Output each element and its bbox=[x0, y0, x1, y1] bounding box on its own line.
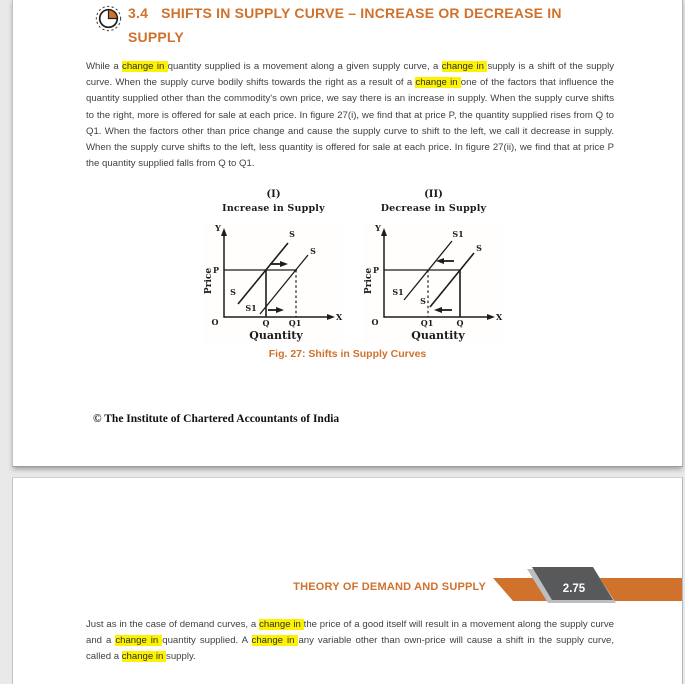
curve-s-bottom-label: S bbox=[419, 296, 426, 306]
origin-label: O bbox=[371, 317, 378, 327]
highlighted-text-segment: change in bbox=[122, 61, 168, 72]
figure-panel-decrease bbox=[359, 189, 509, 343]
pie-clock-icon bbox=[95, 5, 122, 32]
x-axis-label: X bbox=[335, 312, 342, 322]
curve-s1-bottom-label: S1 bbox=[244, 303, 257, 313]
curve-s-top-label: S bbox=[475, 243, 482, 253]
highlighted-text-segment: change in bbox=[251, 635, 299, 647]
highlighted-text-segment: change in bbox=[259, 619, 304, 630]
copyright-notice: © The Institute of Chartered Accountants of India bbox=[93, 413, 340, 425]
body-paragraph bbox=[86, 59, 614, 172]
text-segment: quantity supplied is a movement along a given supply curve, a bbox=[167, 61, 442, 72]
quantity-q1-label: Q1 bbox=[420, 318, 433, 328]
y-axis-label: Y bbox=[214, 223, 221, 233]
price-point-label: P bbox=[212, 265, 219, 275]
highlighted-text-segment: change in bbox=[415, 77, 461, 89]
panel-index: (I) bbox=[266, 189, 281, 200]
x-axis-label: X bbox=[495, 312, 502, 322]
text-segment: the price of a good itself will result in a movement along the supply curve and a bbox=[86, 619, 614, 647]
curve-s1-top-label: S1 bbox=[451, 229, 464, 239]
figure-panel-increase bbox=[199, 189, 349, 343]
quantity-q-label: Q bbox=[262, 318, 269, 328]
text-segment: supply. bbox=[166, 651, 196, 663]
text-segment: supply is a shift of the supply curve. When the supply curve bodily shifts towards the right as a result of a bbox=[86, 61, 615, 89]
price-axis-label: Price bbox=[363, 267, 374, 295]
y-axis-label: Y bbox=[374, 223, 381, 233]
page-1 bbox=[12, 0, 683, 467]
curve-s1-bottom-label: S1 bbox=[391, 287, 404, 297]
quantity-q1-label: Q1 bbox=[288, 318, 301, 328]
quantity-axis-label: Quantity bbox=[248, 329, 303, 342]
page-number: 2.75 bbox=[562, 583, 586, 595]
figure-caption: Fig. 27: Shifts in Supply Curves bbox=[268, 348, 427, 360]
quantity-q-label: Q bbox=[456, 318, 463, 328]
curve-s-bottom-label: S bbox=[229, 287, 236, 297]
page-2 bbox=[12, 477, 683, 684]
body-paragraph bbox=[86, 617, 614, 666]
page-number-banner bbox=[490, 566, 682, 606]
increase-supply-diagram bbox=[204, 221, 344, 343]
section-title: SHIFTS IN SUPPLY CURVE – INCREASE OR DECREASE IN SUPPLY bbox=[128, 5, 562, 45]
section-heading bbox=[128, 1, 620, 49]
highlighted-text-segment: change in bbox=[441, 61, 488, 72]
text-segment: Just as in the case of demand curves, a bbox=[86, 619, 260, 630]
panel-index: (II) bbox=[424, 189, 443, 200]
text-segment: quantity supplied. A bbox=[162, 635, 252, 647]
supply-curve-original bbox=[238, 243, 288, 304]
panel-title: Increase in Supply bbox=[222, 203, 325, 214]
curve-s-shifted-top-label: S bbox=[309, 246, 316, 256]
price-point-label: P bbox=[372, 265, 379, 275]
supply-figure bbox=[86, 189, 609, 343]
origin-label: O bbox=[211, 317, 218, 327]
running-header-title: THEORY OF DEMAND AND SUPPLY bbox=[293, 581, 486, 593]
panel-title: Decrease in Supply bbox=[380, 203, 487, 214]
highlighted-text-segment: change in bbox=[121, 651, 167, 663]
text-segment: While a bbox=[86, 61, 123, 72]
text-segment: any variable other than own-price will cause a shift in the supply curve, called a bbox=[86, 635, 614, 663]
highlighted-text-segment: change in bbox=[115, 635, 163, 647]
decrease-supply-diagram bbox=[364, 221, 504, 343]
curve-s-top-label: S bbox=[288, 229, 295, 239]
price-axis-label: Price bbox=[203, 267, 214, 295]
section-number: 3.4 bbox=[128, 5, 149, 21]
quantity-axis-label: Quantity bbox=[410, 329, 465, 342]
text-segment: one of the factors that influence the quantity supplied other than the commodity's own price, we say there is an increase in supply. When the supply curve shifts to the right, more is offered for sale at each price. In figure 27(i), we find that at price P, the quantity supplied rises from Q to Q1. When the factors other than price change and cause the supply curve to shift to the left, we call it decrease in supply. When the supply curve shifts to the left, less quantity is offered for sale at each price. In figure 27(ii), we find that at price P the quantity supplied falls from Q to Q1. bbox=[86, 77, 614, 170]
